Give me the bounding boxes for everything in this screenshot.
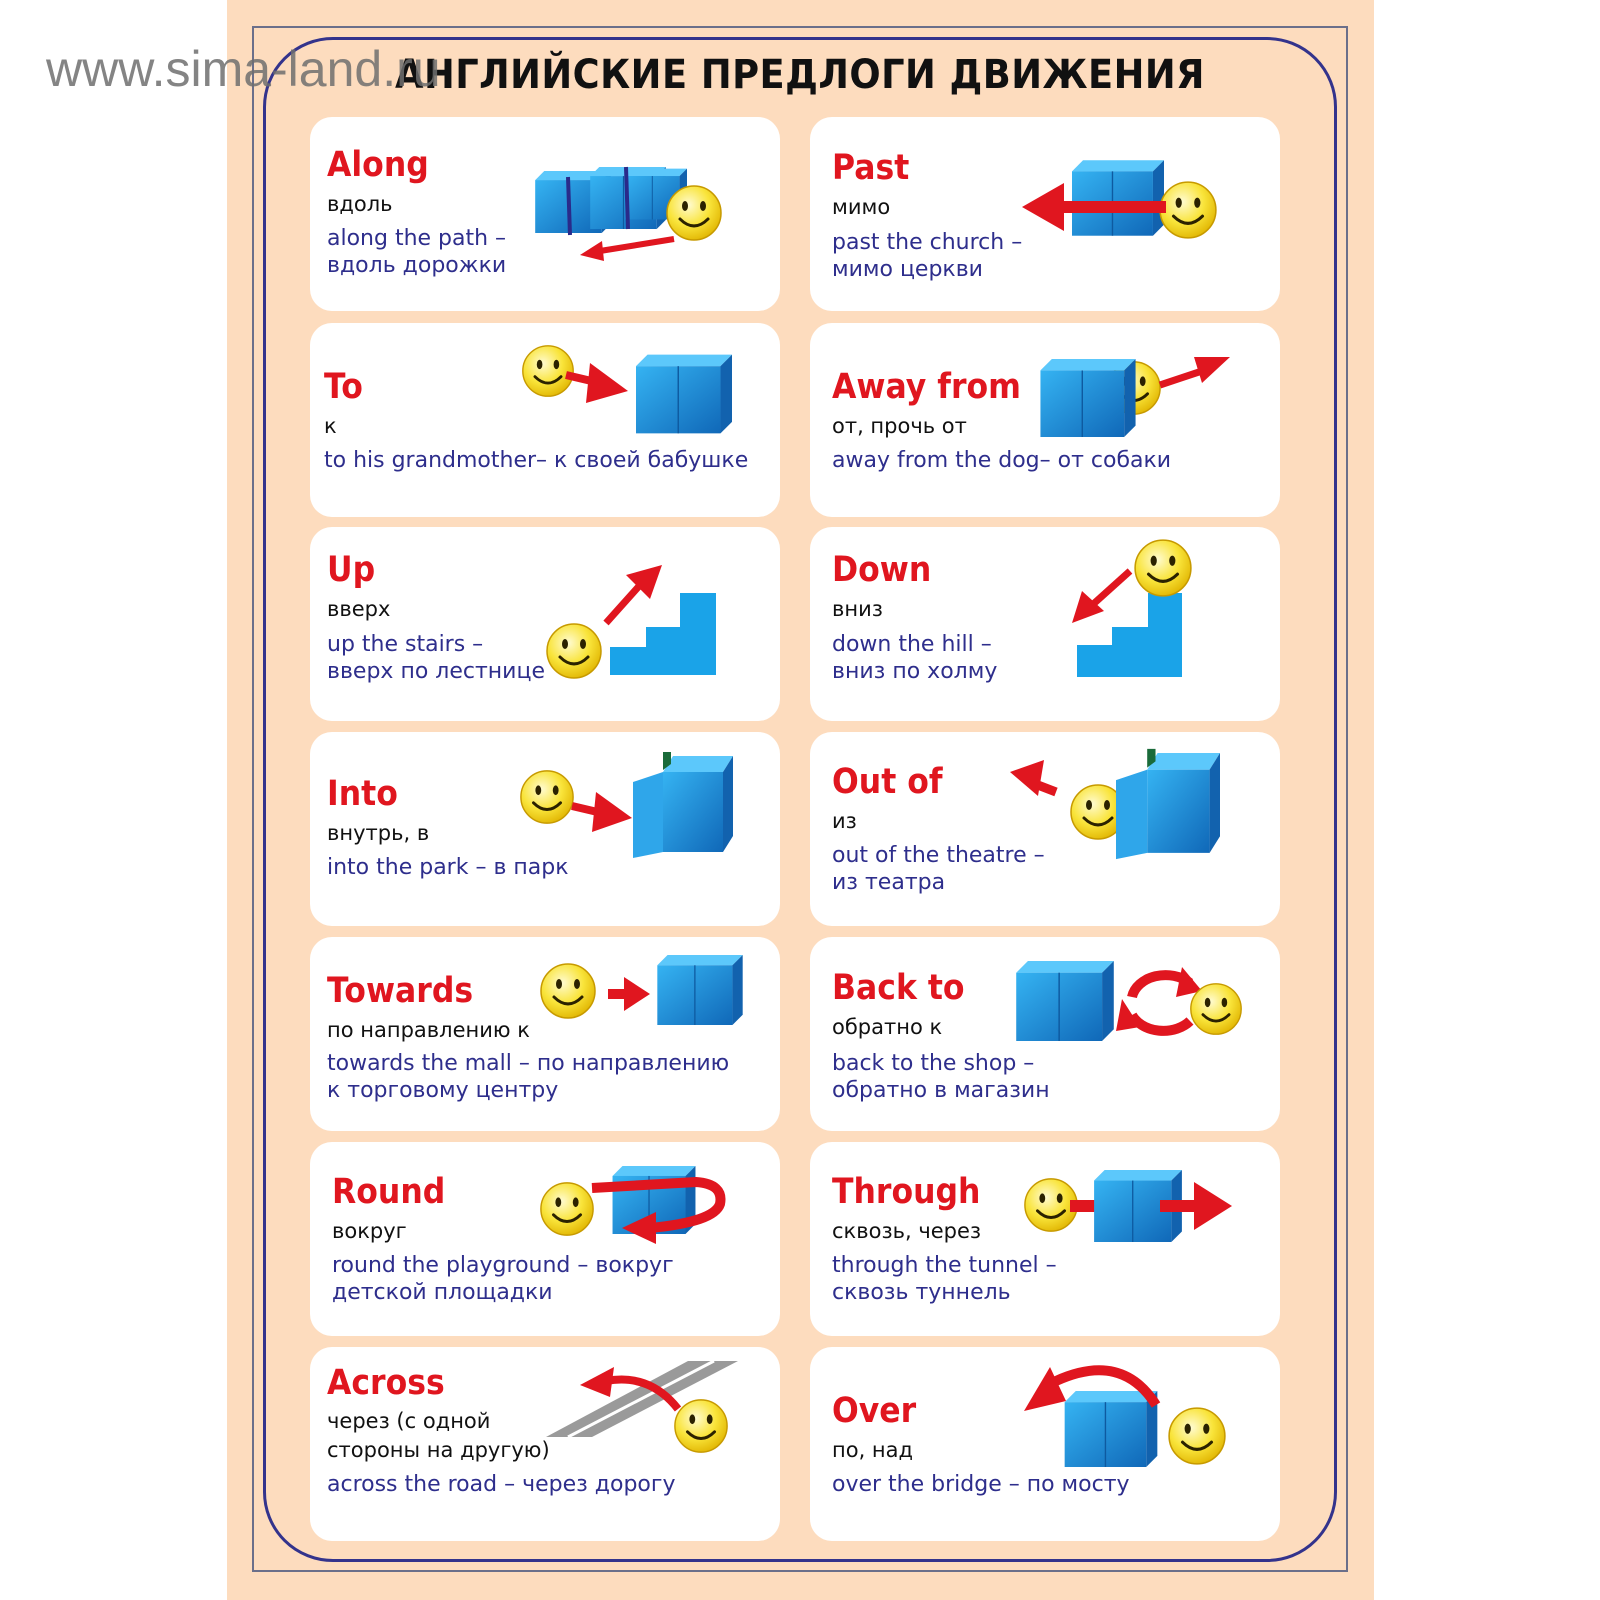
card-example: past the church – мимо церкви [832, 230, 1023, 282]
card-word: Into [327, 774, 398, 814]
card-translation: к [324, 414, 337, 438]
card-example: away from the dog– от собаки [832, 448, 1172, 473]
card-into [310, 732, 780, 926]
card-round [310, 1142, 780, 1336]
card-example: back to the shop – обратно в магазин [832, 1051, 1050, 1103]
card-example: across the road – через дорогу [327, 1472, 676, 1497]
card-past [810, 117, 1280, 311]
stairs-up-icon [310, 527, 780, 721]
card-example: into the park – в парк [327, 855, 569, 880]
card-translation: по, над [832, 1438, 914, 1462]
card-away-from [810, 323, 1280, 517]
card-across [310, 1347, 780, 1541]
card-example: through the tunnel – сквозь туннель [832, 1253, 1057, 1305]
card-word: Away from [832, 367, 1021, 407]
card-translation: внутрь, в [327, 821, 430, 845]
card-word: Past [832, 148, 910, 188]
card-example: to his grandmother– к своей бабушке [324, 448, 749, 473]
card-word: Up [327, 550, 376, 590]
card-word: Down [832, 550, 932, 590]
card-translation: по направлению к [327, 1018, 530, 1042]
card-back-to [810, 937, 1280, 1131]
card-word: Through [832, 1172, 981, 1212]
card-example: round the playground – вокруг детской площадки [332, 1253, 674, 1305]
card-word: Along [327, 145, 429, 185]
card-word: Out of [832, 762, 943, 802]
card-example: towards the mall – по направлению к торговому центру [327, 1051, 730, 1103]
card-translation: из [832, 809, 857, 833]
card-translation: вниз [832, 597, 883, 621]
card-through [810, 1142, 1280, 1336]
card-towards [310, 937, 780, 1131]
smiley-to-cube-icon [310, 323, 780, 517]
card-translation: мимо [832, 195, 891, 219]
card-up [310, 527, 780, 721]
card-word: Over [832, 1391, 917, 1431]
card-word: Back to [832, 968, 965, 1008]
card-word: Towards [327, 971, 474, 1011]
card-example: over the bridge – по мосту [832, 1472, 1130, 1497]
card-example: out of the theatre – из театра [832, 843, 1045, 895]
card-word: Across [327, 1363, 445, 1403]
card-example: up the stairs – вверх по лестнице [327, 632, 545, 684]
card-translation: от, прочь от [832, 414, 967, 438]
card-to [310, 323, 780, 517]
card-translation: сквозь, через [832, 1219, 982, 1243]
card-over [810, 1347, 1280, 1541]
card-word: To [324, 367, 363, 407]
card-translation: вдоль [327, 192, 393, 216]
card-translation: вверх [327, 597, 391, 621]
card-down [810, 527, 1280, 721]
card-translation: через (с одной стороны на другую) [327, 1409, 550, 1462]
card-example: down the hill – вниз по холму [832, 632, 998, 684]
page-title: АНГЛИЙСКИЕ ПРЕДЛОГИ ДВИЖЕНИЯ [395, 52, 1205, 98]
card-out-of [810, 732, 1280, 926]
card-translation: обратно к [832, 1015, 943, 1039]
card-word: Round [332, 1172, 446, 1212]
card-translation: вокруг [332, 1219, 407, 1243]
watermark: www.sima-land.ru [46, 41, 441, 97]
card-along [310, 117, 780, 311]
card-example: along the path – вдоль дорожки [327, 226, 507, 278]
